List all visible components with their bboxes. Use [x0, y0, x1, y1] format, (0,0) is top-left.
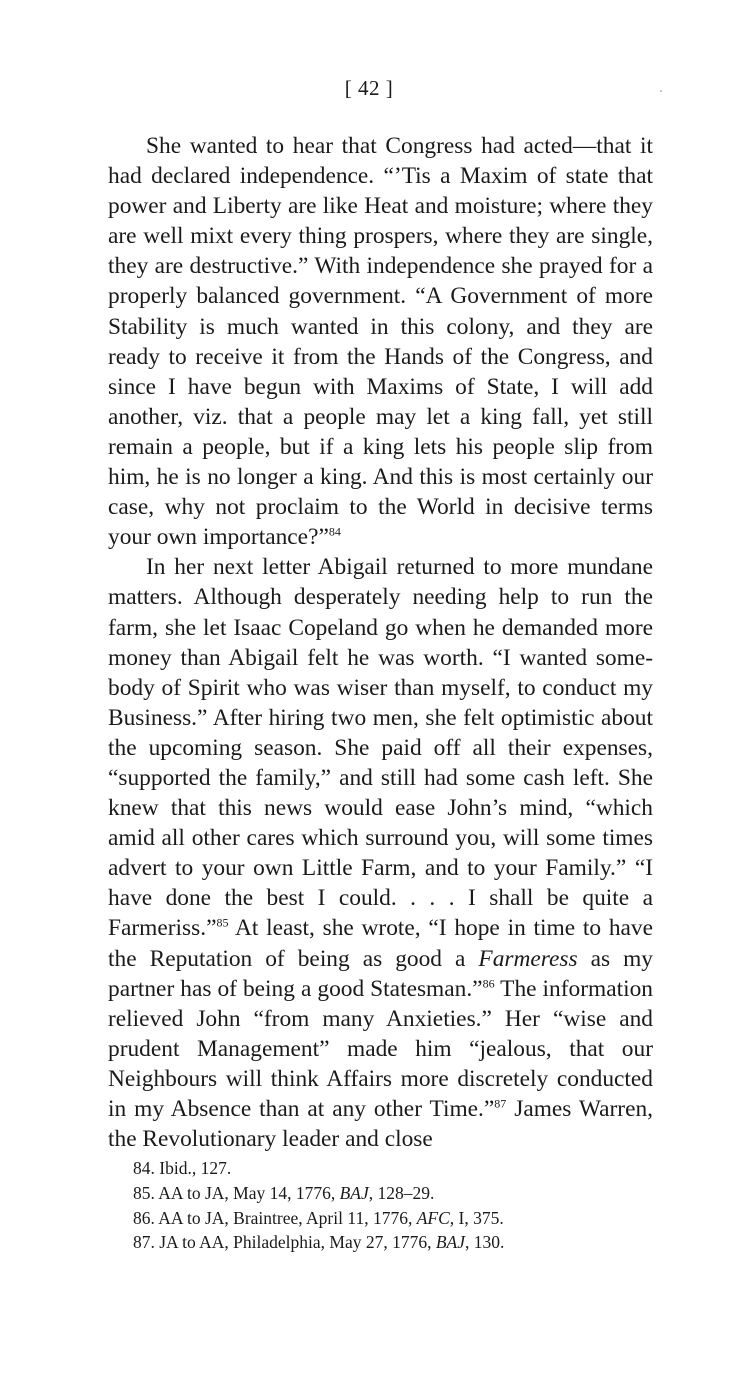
- text-run: 85. AA to JA, May 14, 1776,: [133, 1182, 340, 1203]
- text-run: The information relieved John “from many Anxieties.” Her “wise and prudent Management” made him “jealous, that our Neighbours will think Affairs more discretely conducted in my Absence than at any other Time.”: [108, 975, 653, 1122]
- footnotes: [133, 1156, 653, 1255]
- text-run: In her next letter Abigail returned to more mundane matters. Although desperately needing help to run the farm, she let Isaac Copeland go when he demanded more money than Abigail felt he was worth. “I wanted somebody of Spirit who was wiser than myself, to conduct my Business.” After hiring two men, she felt optimistic about the upcoming season. She paid off all their expenses, “supported the family,” and still had some cash left. She knew that this news would ease John’s mind, “which amid all other cares which surround you, will some times advert to your own Little Farm, and to your Family.” “I have done the best I could. . . . I shall be quite a Farmeriss.”: [108, 554, 653, 942]
- italic-text: Farmeress: [478, 945, 578, 972]
- footnote: [133, 1156, 653, 1181]
- italic-text: BAJ: [339, 1182, 369, 1203]
- note-reference: 85: [216, 916, 229, 931]
- note-reference: 86: [482, 976, 495, 991]
- italic-text: AFC: [416, 1207, 450, 1228]
- text-run: as my partner has of being a good Statesman.”: [108, 945, 653, 1002]
- body-text: [108, 131, 653, 1154]
- text-run: 87. JA to AA, Philadelphia, May 27, 1776,: [133, 1232, 436, 1253]
- text-run: , 128–29.: [368, 1182, 435, 1203]
- paragraph: [108, 131, 653, 552]
- text-run: 84. Ibid., 127.: [133, 1158, 232, 1178]
- text-run: James Warren, the Revolutionary leader and close: [108, 1096, 654, 1153]
- footnote: [133, 1206, 653, 1231]
- page-number: [ 42 ]: [344, 76, 394, 100]
- paragraph: [108, 552, 653, 1154]
- text-run: , I, 375.: [449, 1207, 504, 1228]
- text-run: She wanted to hear that Congress had acted—that it had declared independence. “’Tis a Maxim of state that power and Liberty are like Heat and moisture; where they are well mixt every thing prospers, where they are single, they are destructive.” With independence she prayed for a properly balanced government. “A Government of more Stability is much wanted in this colony, and they are ready to receive it from the Hands of the Congress, and since I have begun with Maxims of State, I will add another, viz. that a people may let a king fall, yet still remain a people, but if a king lets his people slip from him, he is no longer a king. And this is most certainly our case, why not proclaim to the World in decisive terms your own importance?”: [108, 133, 653, 551]
- italic-text: BAJ: [435, 1232, 465, 1253]
- note-reference: 87: [494, 1096, 507, 1111]
- text-run: At least, she wrote, “I hope in time to have the Reputation of being as good a: [108, 915, 653, 972]
- footnote: [133, 1230, 653, 1255]
- text-run: , 130.: [465, 1232, 505, 1253]
- footnote: [133, 1181, 653, 1206]
- note-reference: 84: [328, 524, 341, 539]
- margin-mark: [660, 90, 662, 92]
- text-run: 86. AA to JA, Braintree, April 11, 1776,: [133, 1207, 417, 1228]
